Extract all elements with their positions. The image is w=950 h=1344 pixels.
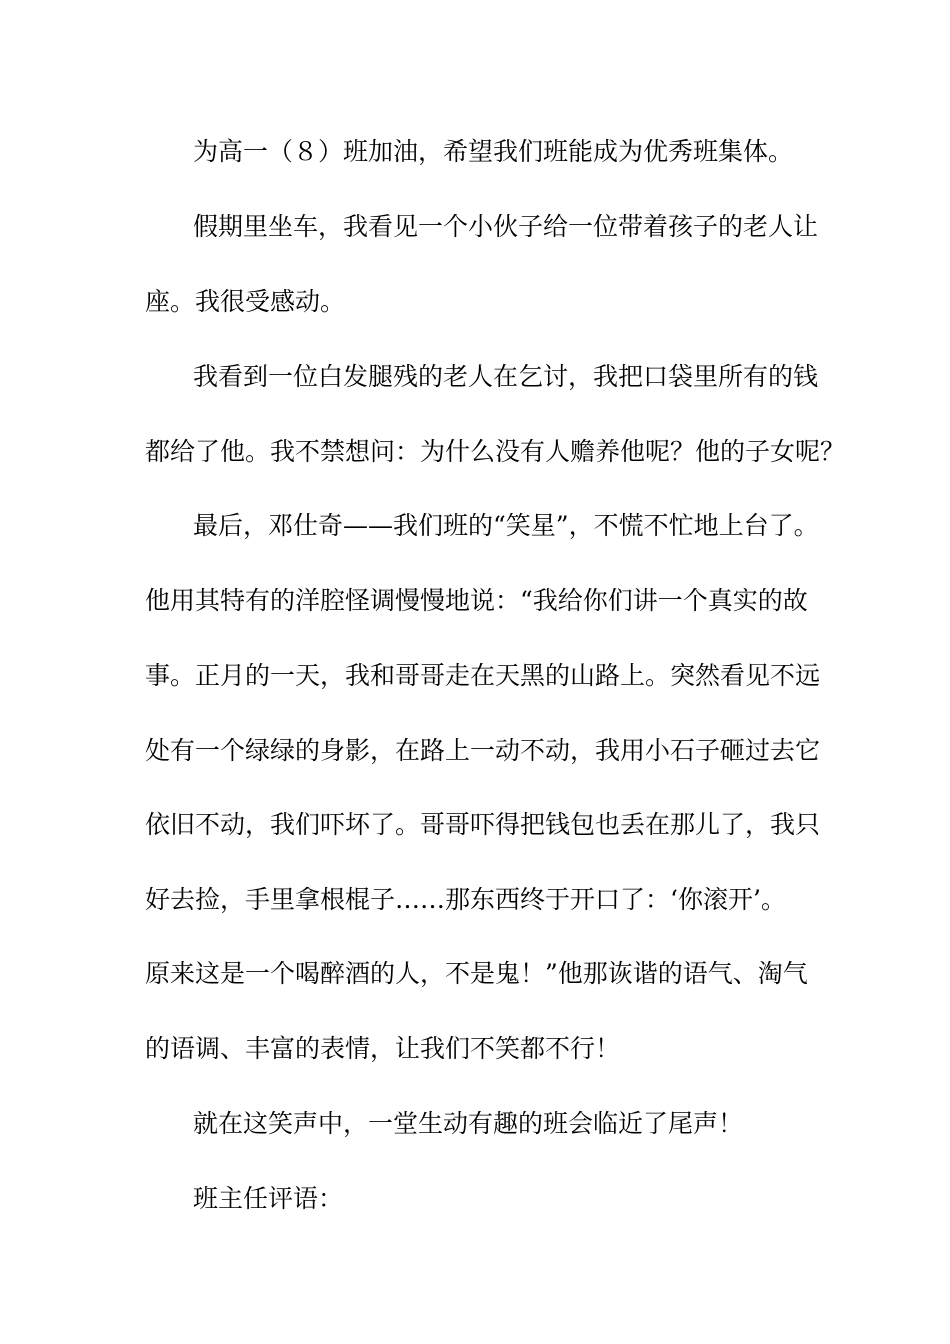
paragraph-line: 都给了他。我不禁想问：为什么没有人赡养他呢？他的子女呢？: [145, 437, 846, 466]
paragraph-line: 最后，邓仕奇——我们班的“笑星”，不慌不忙地上台了。: [193, 511, 819, 540]
paragraph-line: 好去捡，手里拿根棍子……那东西终于开口了：‘你滚开’。: [145, 885, 786, 914]
paragraph-line: 原来这是一个喝醉酒的人，不是鬼！”他那诙谐的语气、淘气: [145, 959, 808, 988]
paragraph-line: 班主任评语：: [193, 1184, 344, 1213]
paragraph-line: 假期里坐车，我看见一个小伙子给一位带着孩子的老人让: [193, 212, 819, 241]
paragraph-line: 事。正月的一天，我和哥哥走在天黑的山路上。突然看见不远: [145, 661, 821, 690]
paragraph-line: 为高一（８）班加油，希望我们班能成为优秀班集体。: [193, 137, 794, 166]
paragraph-line: 处有一个绿绿的身影，在路上一动不动，我用小石子砸过去它: [145, 736, 821, 765]
paragraph-line: 的语调、丰富的表情，让我们不笑都不行！: [145, 1034, 621, 1063]
paragraph-line: 他用其特有的洋腔怪调慢慢地说：“我给你们讲一个真实的故: [145, 586, 808, 615]
paragraph-line: 就在这笑声中，一堂生动有趣的班会临近了尾声！: [193, 1109, 744, 1138]
paragraph-line: 座。我很受感动。: [145, 287, 346, 316]
paragraph-line: 我看到一位白发腿残的老人在乞讨，我把口袋里所有的钱: [193, 362, 819, 391]
paragraph-line: 依旧不动，我们吓坏了。哥哥吓得把钱包也丢在那儿了，我只: [145, 810, 821, 839]
